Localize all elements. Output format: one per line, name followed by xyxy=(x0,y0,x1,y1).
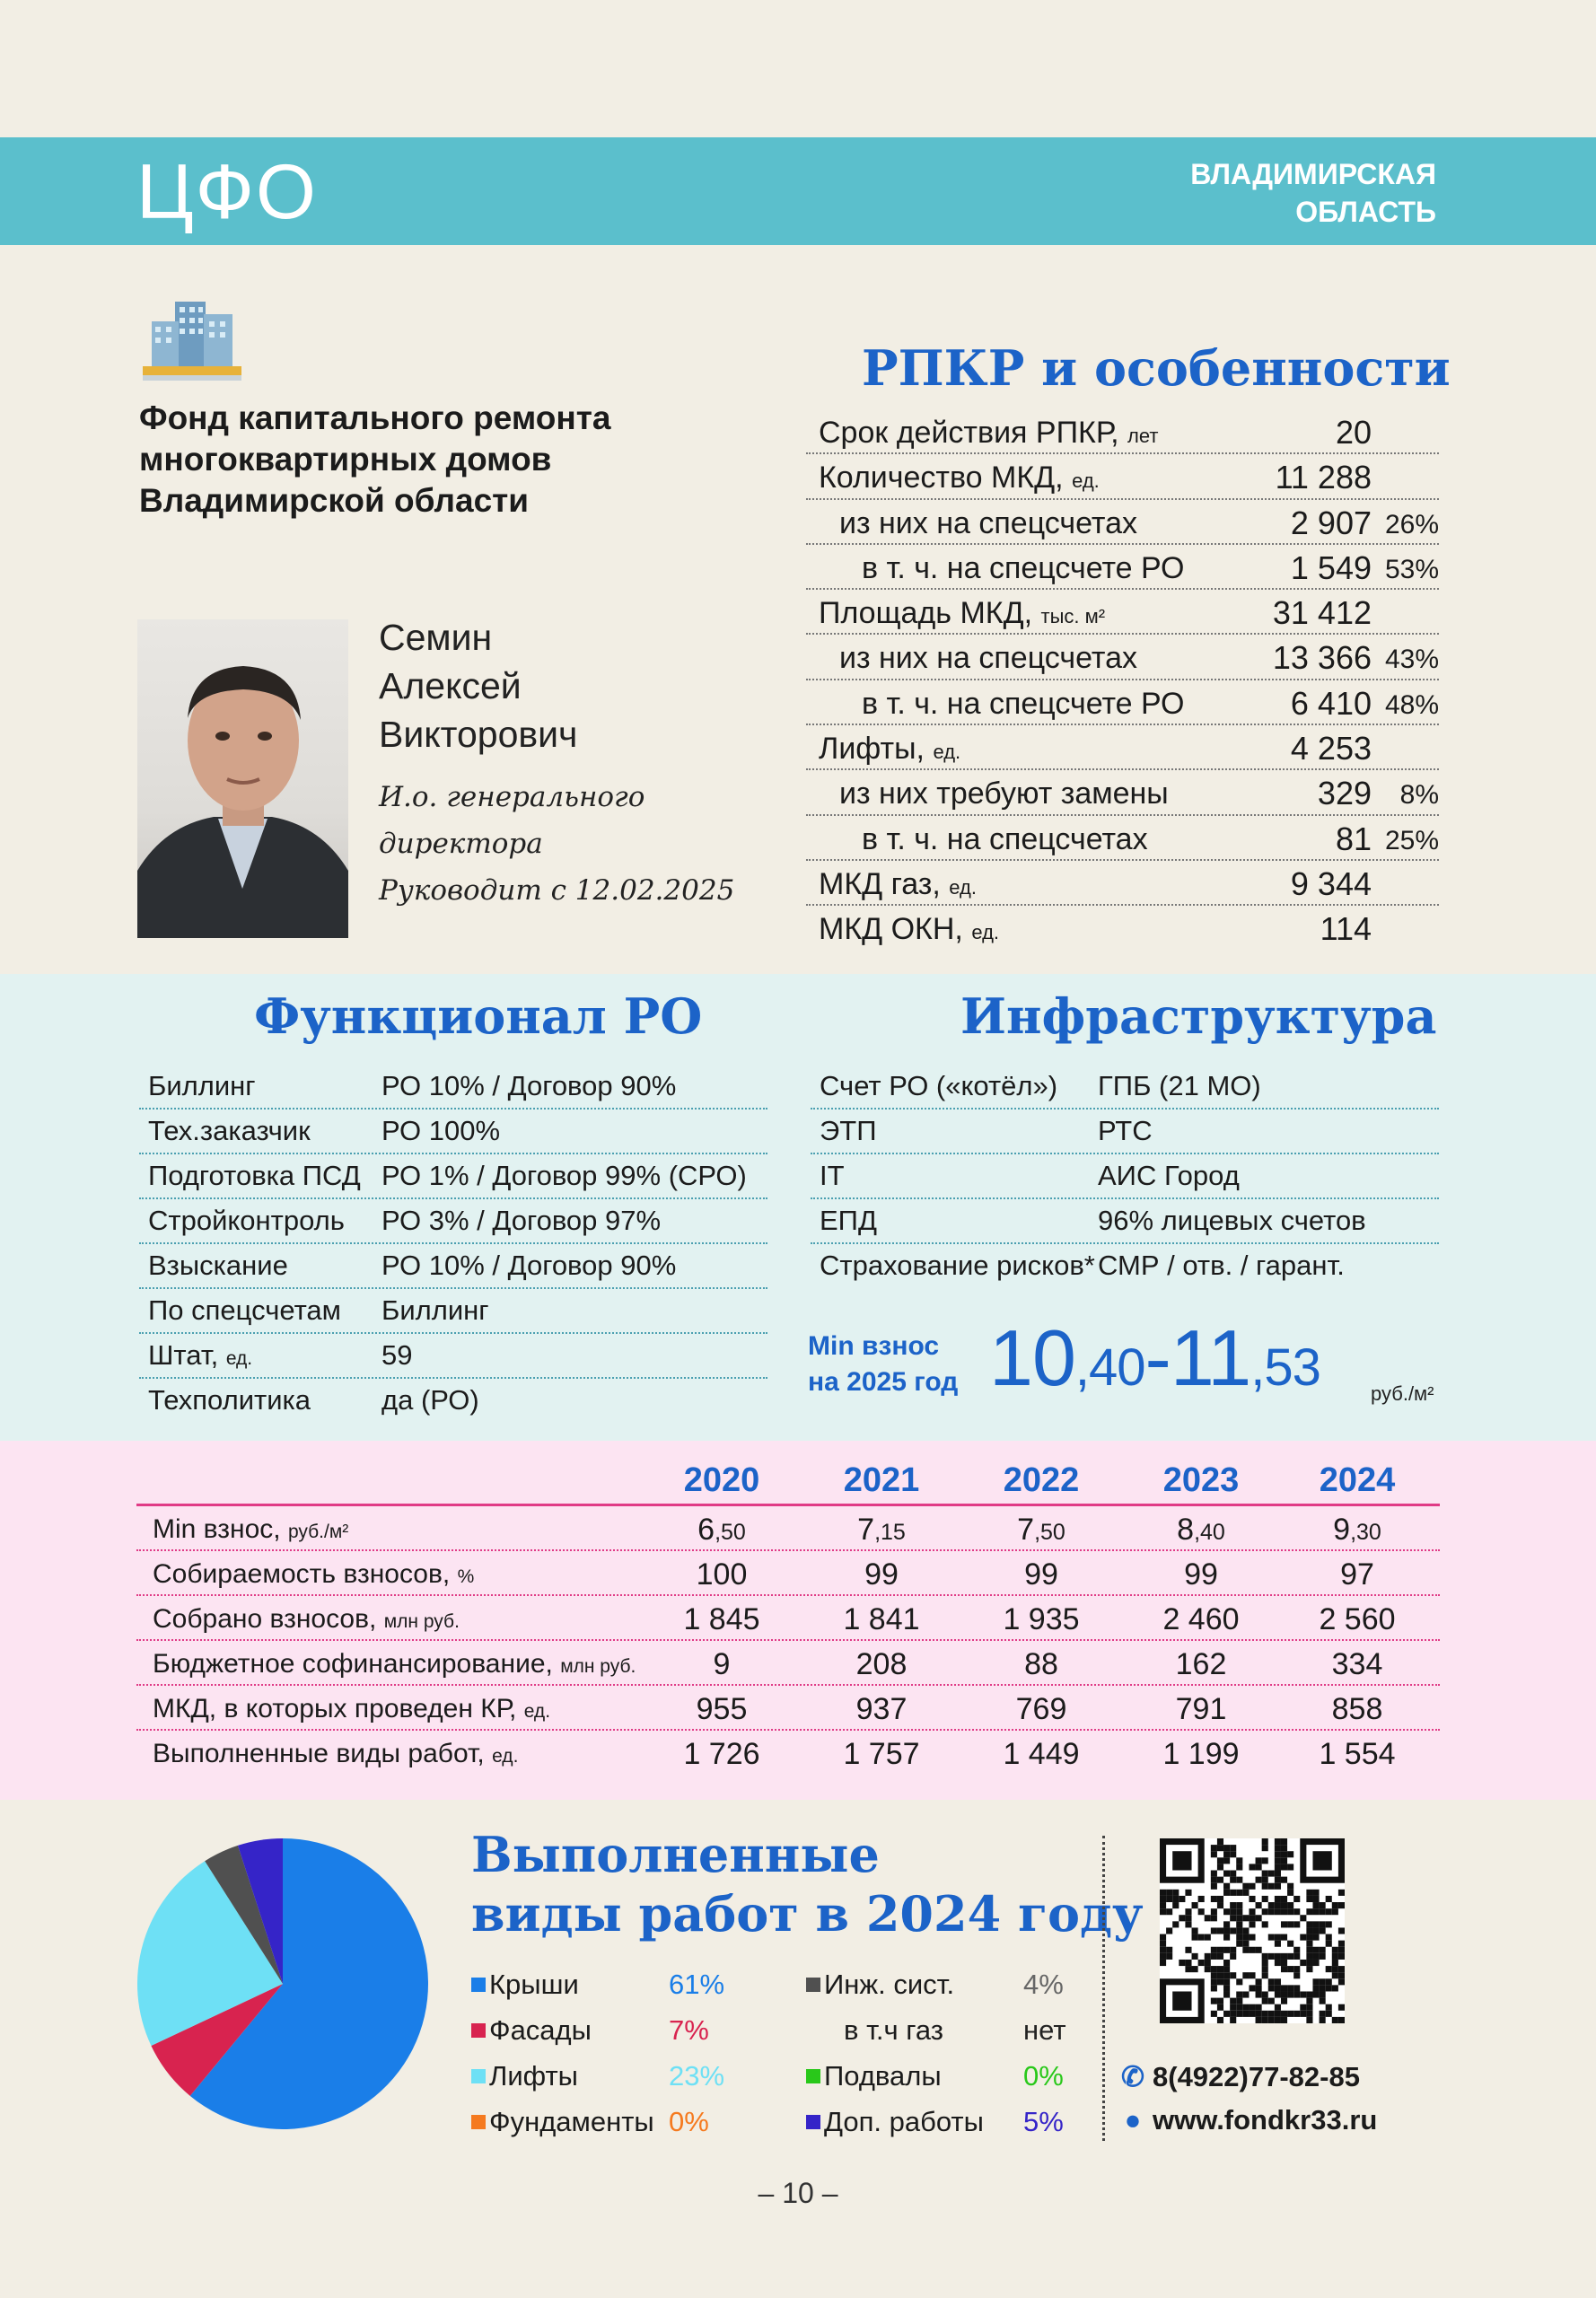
infra-value: РТС xyxy=(1098,1115,1153,1146)
rpkr-label xyxy=(819,725,960,776)
functional-key-text: По спецсчетам xyxy=(148,1294,341,1326)
rpkr-label xyxy=(819,906,999,956)
infra-key: ЭТП xyxy=(820,1115,877,1146)
stats-row xyxy=(136,1731,1440,1776)
director-role: И.о. генерального директора Руководит с 12.02.2025 xyxy=(379,781,735,907)
legend-item xyxy=(471,1962,741,2007)
stats-cell xyxy=(659,1686,785,1732)
rpkr-row xyxy=(806,500,1439,545)
region-code: ЦФО xyxy=(136,149,318,235)
legend-swatch xyxy=(806,2115,820,2129)
stats-cell-int: 8 xyxy=(1177,1513,1195,1547)
functional-key xyxy=(148,1065,256,1108)
page-number: – 10 – xyxy=(758,2177,838,2209)
stats-cell-int: 7 xyxy=(1017,1513,1035,1547)
legend-label: Подвалы xyxy=(824,2060,942,2092)
stats-cell xyxy=(1138,1551,1264,1598)
director-photo xyxy=(137,619,348,938)
rpkr-row xyxy=(806,906,1439,951)
stats-label-text: МКД, в которых проведен КР, xyxy=(153,1694,517,1724)
stats-cell xyxy=(659,1731,785,1777)
functional-key-text: Подготовка ПСД xyxy=(148,1160,361,1191)
rpkr-value: 6 410 xyxy=(1290,684,1372,722)
rpkr-label xyxy=(819,590,1105,640)
legend-percent: 4% xyxy=(1023,1969,1064,2000)
infra-value: АИС Город xyxy=(1098,1160,1240,1191)
legend-swatch xyxy=(471,2115,486,2129)
rpkr-label-text: в т. ч. на спецсчете РО xyxy=(862,686,1185,721)
functional-row xyxy=(139,1110,767,1154)
rpkr-value: 4 253 xyxy=(1290,730,1372,767)
stats-header xyxy=(136,1460,1440,1506)
stats-cell xyxy=(1294,1506,1420,1556)
stats-cell xyxy=(978,1686,1104,1732)
min-fee-range: 10,40-11,53 xyxy=(989,1313,1320,1402)
rpkr-label xyxy=(819,861,977,911)
stats-cell-frac: ,50 xyxy=(1034,1520,1065,1545)
min-fee-label: Min взнос на 2025 год xyxy=(808,1331,959,1397)
year-header: 2021 xyxy=(843,1461,920,1499)
infra-row xyxy=(811,1244,1439,1289)
stats-cell xyxy=(1138,1731,1264,1777)
functional-key xyxy=(148,1110,311,1153)
rpkr-label-text: в т. ч. на спецсчетах xyxy=(862,821,1148,856)
stats-row xyxy=(136,1686,1440,1731)
works-title: Выполненные виды работ в 2024 году xyxy=(471,1826,1144,1943)
rpkr-label-text: МКД газ, xyxy=(819,866,941,901)
stats-cell-int: 1 554 xyxy=(1319,1737,1396,1771)
stats-label xyxy=(153,1686,550,1735)
rpkr-label xyxy=(862,545,1184,592)
year-header: 2022 xyxy=(1003,1461,1080,1499)
stats-cell xyxy=(978,1506,1104,1556)
stats-cell xyxy=(978,1731,1104,1777)
functional-key xyxy=(148,1379,311,1422)
stats-cell-int: 1 845 xyxy=(683,1602,760,1636)
stats-cell xyxy=(1294,1551,1420,1598)
rpkr-label-text: Площадь МКД, xyxy=(819,596,1033,631)
org-name: Фонд капитального ремонта многоквартирных домов Владимирской области xyxy=(139,399,611,519)
legend-label: Фасады xyxy=(489,2014,592,2046)
stats-cell-int: 88 xyxy=(1024,1647,1058,1681)
rpkr-label xyxy=(819,409,1158,460)
legend-swatch xyxy=(471,2023,486,2038)
stats-unit: млн руб. xyxy=(383,1611,460,1632)
stats-unit: руб./м² xyxy=(287,1522,349,1542)
rpkr-value: 11 288 xyxy=(1275,459,1372,496)
stats-cell-int: 1 757 xyxy=(843,1737,920,1771)
rpkr-row xyxy=(806,545,1439,590)
infra-key: Страхование рисков* xyxy=(820,1250,1095,1281)
rpkr-unit: ед. xyxy=(949,875,977,899)
rpkr-percent: 26% xyxy=(1384,509,1439,539)
stats-cell-int: 1 841 xyxy=(843,1602,920,1636)
stats-cell xyxy=(1138,1641,1264,1688)
legend-percent: 0% xyxy=(1023,2060,1064,2092)
website-link[interactable]: ● www.fondkr33.ru xyxy=(1120,2104,1377,2136)
infra-key: Счет РО («котёл») xyxy=(820,1070,1058,1101)
rpkr-row xyxy=(806,725,1439,770)
functional-row xyxy=(139,1379,767,1424)
stats-unit: млн руб. xyxy=(560,1656,636,1677)
rpkr-title: РПКР и особенности xyxy=(862,339,1451,397)
rpkr-label xyxy=(862,816,1148,863)
rpkr-percent: 53% xyxy=(1384,554,1439,584)
functional-row xyxy=(139,1289,767,1334)
stats-label xyxy=(153,1596,460,1645)
legend-percent: 5% xyxy=(1023,2106,1064,2137)
year-header: 2020 xyxy=(683,1461,760,1499)
header-band xyxy=(0,137,1596,245)
functional-row xyxy=(139,1244,767,1289)
stats-cell-int: 2 560 xyxy=(1319,1602,1396,1636)
stats-cell xyxy=(659,1506,785,1556)
works-pie-chart xyxy=(135,1836,431,2132)
legend-label: Доп. работы xyxy=(824,2106,984,2137)
rpkr-value: 31 412 xyxy=(1272,594,1372,632)
year-header: 2024 xyxy=(1319,1461,1396,1499)
stats-cell-int: 1 199 xyxy=(1162,1737,1240,1771)
infra-row xyxy=(811,1065,1439,1110)
year-header: 2023 xyxy=(1162,1461,1240,1499)
infra-row xyxy=(811,1154,1439,1199)
stats-cell-int: 6 xyxy=(697,1513,715,1547)
rpkr-label-text: в т. ч. на спецсчете РО xyxy=(862,550,1185,585)
legend-label: Крыши xyxy=(489,1969,579,2000)
legend-item xyxy=(806,2100,1095,2145)
stats-cell-int: 99 xyxy=(1184,1557,1218,1592)
rpkr-label-text: из них требуют замены xyxy=(839,776,1169,811)
rpkr-row xyxy=(806,590,1439,635)
functional-value: РО 100% xyxy=(381,1115,501,1146)
rpkr-percent: 8% xyxy=(1399,780,1439,811)
stats-cell-int: 7 xyxy=(857,1513,875,1547)
functional-key-text: Техполитика xyxy=(148,1384,311,1416)
phone[interactable]: ✆ 8(4922)77-82-85 xyxy=(1121,2061,1360,2092)
stats-cell xyxy=(659,1551,785,1598)
stats-cell-int: 1 935 xyxy=(1003,1602,1080,1636)
rpkr-row xyxy=(806,454,1439,499)
rpkr-unit: лет xyxy=(1127,425,1159,447)
stats-cell xyxy=(1138,1596,1264,1643)
functional-row xyxy=(139,1154,767,1199)
stats-unit: % xyxy=(457,1566,475,1587)
stats-cell-int: 791 xyxy=(1175,1692,1227,1726)
rpkr-label-text: Лифты, xyxy=(819,732,925,767)
stats-label xyxy=(153,1731,518,1780)
functional-value: РО 3% / Договор 97% xyxy=(381,1205,662,1236)
infra-table xyxy=(811,1065,1439,1289)
stats-cell xyxy=(819,1686,944,1732)
rpkr-label xyxy=(839,770,1169,817)
stats-cell xyxy=(1294,1641,1420,1688)
rpkr-row xyxy=(806,680,1439,725)
stats-label-text: Min взнос, xyxy=(153,1514,281,1544)
globe-icon: ● xyxy=(1124,2104,1142,2136)
legend-item xyxy=(806,2008,1095,2053)
rpkr-percent: 48% xyxy=(1384,689,1439,720)
stats-cell xyxy=(819,1551,944,1598)
legend-percent: нет xyxy=(1023,2014,1066,2046)
rpkr-row xyxy=(806,409,1439,454)
legend-label: Фундаменты xyxy=(489,2106,654,2137)
director-name: Семин Алексей Викторович xyxy=(379,617,578,755)
rpkr-label-text: МКД ОКН, xyxy=(819,912,963,947)
stats-cell-int: 2 460 xyxy=(1162,1602,1240,1636)
rpkr-value: 20 xyxy=(1335,414,1372,451)
functional-value: да (РО) xyxy=(381,1384,479,1416)
stats-cell xyxy=(978,1641,1104,1688)
legend-percent: 23% xyxy=(669,2060,725,2092)
functional-key xyxy=(148,1334,252,1381)
buildings-icon xyxy=(139,294,245,384)
stats-cell xyxy=(1138,1506,1264,1556)
rpkr-percent: 43% xyxy=(1384,645,1439,675)
stats-cell xyxy=(819,1731,944,1777)
stats-cell xyxy=(659,1596,785,1643)
stats-cell-int: 769 xyxy=(1015,1692,1067,1726)
rpkr-unit: ед. xyxy=(971,921,1000,944)
rpkr-label-text: из них на спецсчетах xyxy=(839,505,1137,540)
stats-cell xyxy=(1294,1731,1420,1777)
stats-cell-int: 162 xyxy=(1175,1647,1227,1681)
stats-cell-frac: ,40 xyxy=(1194,1520,1225,1545)
functional-key-text: Штат, xyxy=(148,1339,219,1371)
functional-table xyxy=(139,1065,767,1424)
stats-cell-int: 99 xyxy=(864,1557,899,1592)
legend-item xyxy=(471,2008,741,2053)
stats-label xyxy=(153,1551,474,1601)
legend-percent: 0% xyxy=(669,2106,709,2137)
legend-swatch xyxy=(806,1978,820,1992)
stats-row xyxy=(136,1506,1440,1551)
stats-label xyxy=(153,1641,636,1690)
stats-cell-frac: ,30 xyxy=(1350,1520,1381,1545)
functional-row xyxy=(139,1199,767,1244)
stats-cell xyxy=(819,1506,944,1556)
qr-code[interactable] xyxy=(1160,1838,1345,2023)
stats-cell-int: 858 xyxy=(1331,1692,1383,1726)
legend-percent: 61% xyxy=(669,1969,725,2000)
functional-row xyxy=(139,1065,767,1110)
rpkr-percent: 25% xyxy=(1384,825,1439,855)
stats-cell-int: 99 xyxy=(1024,1557,1058,1592)
stats-cell-int: 208 xyxy=(855,1647,908,1681)
functional-value: РО 10% / Договор 90% xyxy=(381,1250,677,1281)
rpkr-label xyxy=(839,500,1137,547)
phone-icon: ✆ xyxy=(1121,2061,1144,2092)
functional-key xyxy=(148,1244,288,1287)
stats-cell xyxy=(1138,1686,1264,1732)
region-name: ВЛАДИМИРСКАЯ ОБЛАСТЬ xyxy=(1190,158,1436,228)
stats-cell-int: 334 xyxy=(1331,1647,1383,1681)
stats-cell-int: 100 xyxy=(696,1557,748,1592)
rpkr-value: 329 xyxy=(1317,775,1372,812)
divider xyxy=(1102,1836,1105,2141)
stats-label-text: Выполненные виды работ, xyxy=(153,1739,485,1768)
legend-percent: 7% xyxy=(669,2014,709,2046)
rpkr-row xyxy=(806,770,1439,815)
functional-value: РО 1% / Договор 99% (СРО) xyxy=(381,1160,747,1191)
stats-cell xyxy=(819,1641,944,1688)
legend-item xyxy=(806,1962,1095,2007)
stats-cell-frac: ,50 xyxy=(715,1520,746,1545)
functional-key-text: Тех.заказчик xyxy=(148,1115,311,1146)
legend-item xyxy=(806,2054,1095,2099)
legend-label: Инж. сист. xyxy=(824,1969,955,2000)
rpkr-unit: тыс. м² xyxy=(1040,605,1106,628)
rpkr-row xyxy=(806,816,1439,861)
rpkr-label xyxy=(819,454,1100,504)
legend-swatch xyxy=(471,1978,486,1992)
infra-key: ЕПД xyxy=(820,1205,877,1236)
infra-value: СМР / отв. / гарант. xyxy=(1098,1250,1345,1281)
legend-item xyxy=(471,2100,741,2145)
stats-cell-int: 955 xyxy=(696,1692,748,1726)
functional-row xyxy=(139,1334,767,1379)
stats-cell xyxy=(819,1596,944,1643)
functional-unit: ед. xyxy=(225,1348,253,1369)
infra-title: Инфраструктура xyxy=(960,987,1437,1045)
rpkr-value: 13 366 xyxy=(1272,639,1372,677)
stats-cell xyxy=(978,1596,1104,1643)
functional-key-text: Стройконтроль xyxy=(148,1205,345,1236)
stats-label-text: Собрано взносов, xyxy=(153,1604,377,1634)
rpkr-unit: ед. xyxy=(1072,469,1100,493)
stats-label-text: Бюджетное софинансирование, xyxy=(153,1649,553,1679)
rpkr-row xyxy=(806,861,1439,906)
legend-label: в т.ч газ xyxy=(844,2014,943,2046)
stats-row xyxy=(136,1596,1440,1641)
rpkr-label-text: Срок действия РПКР, xyxy=(819,416,1119,450)
stats-cell-frac: ,15 xyxy=(874,1520,906,1545)
functional-value: 59 xyxy=(381,1339,413,1371)
rpkr-label xyxy=(839,635,1137,681)
functional-key-text: Биллинг xyxy=(148,1070,256,1101)
stats-cell-int: 937 xyxy=(855,1692,908,1726)
functional-key xyxy=(148,1289,341,1332)
legend-label: Лифты xyxy=(489,2060,578,2092)
infra-row xyxy=(811,1110,1439,1154)
rpkr-label-text: Количество МКД, xyxy=(819,460,1064,496)
stats-unit: ед. xyxy=(492,1746,519,1767)
stats-unit: ед. xyxy=(523,1701,551,1722)
rpkr-unit: ед. xyxy=(933,741,961,764)
functional-key-text: Взыскание xyxy=(148,1250,288,1281)
rpkr-row xyxy=(806,635,1439,680)
min-fee-unit: руб./м² xyxy=(1371,1382,1434,1405)
stats-row xyxy=(136,1551,1440,1596)
stats-cell xyxy=(659,1641,785,1688)
stats-label-text: Собираемость взносов, xyxy=(153,1559,451,1589)
legend-swatch xyxy=(471,2069,486,2083)
infra-value: 96% лицевых счетов xyxy=(1098,1205,1366,1236)
functional-key xyxy=(148,1199,345,1242)
stats-cell xyxy=(1294,1686,1420,1732)
rpkr-table xyxy=(806,409,1439,952)
infra-value: ГПБ (21 МО) xyxy=(1098,1070,1261,1101)
functional-key xyxy=(148,1154,361,1197)
rpkr-value: 1 549 xyxy=(1290,548,1372,586)
rpkr-value: 2 907 xyxy=(1290,504,1372,541)
functional-value: РО 10% / Договор 90% xyxy=(381,1070,677,1101)
rpkr-value: 81 xyxy=(1335,820,1372,857)
stats-cell-int: 1 449 xyxy=(1003,1737,1080,1771)
stats-cell-int: 9 xyxy=(1333,1513,1351,1547)
stats-cell-int: 1 726 xyxy=(683,1737,760,1771)
rpkr-label xyxy=(862,680,1184,727)
rpkr-value: 9 344 xyxy=(1290,864,1372,902)
infra-row xyxy=(811,1199,1439,1244)
functional-value: Биллинг xyxy=(381,1294,489,1326)
stats-cell-int: 9 xyxy=(713,1647,731,1681)
rpkr-value: 114 xyxy=(1320,910,1372,948)
stats-table xyxy=(136,1460,1440,1776)
legend-swatch xyxy=(806,2069,820,2083)
stats-cell xyxy=(1294,1596,1420,1643)
stats-label xyxy=(153,1506,348,1556)
legend-item xyxy=(471,2054,741,2099)
stats-cell-int: 97 xyxy=(1340,1557,1374,1592)
functional-title: Функционал РО xyxy=(254,987,703,1045)
stats-cell xyxy=(978,1551,1104,1598)
infra-key: IT xyxy=(820,1160,845,1191)
rpkr-label-text: из них на спецсчетах xyxy=(839,641,1137,676)
stats-row xyxy=(136,1641,1440,1686)
